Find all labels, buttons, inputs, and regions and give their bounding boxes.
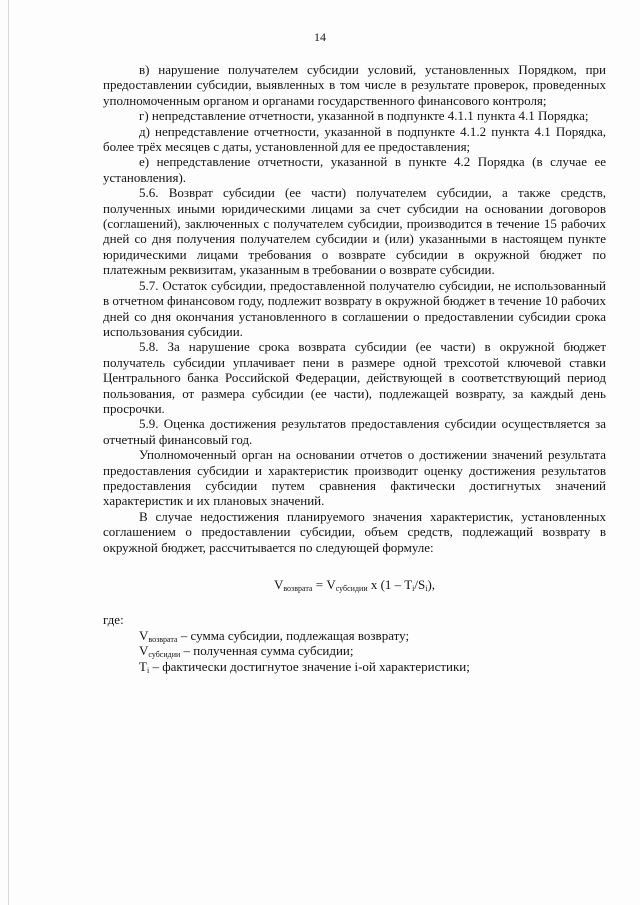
- formula-sub-i2: i: [425, 584, 428, 593]
- paragraph-d: д) непредставление отчетности, указанной в подпункте 4.1.2 пункта 4.1 Порядка, более трёх месяцев с даты, установленной для ее предоставления;: [103, 123, 606, 155]
- formula-sub-return: возврата: [283, 584, 313, 593]
- formula-rest-c: ),: [427, 577, 436, 592]
- definition-text: – фактически достигнутое значение i-ой характеристики;: [149, 658, 470, 674]
- where-label: где:: [103, 612, 124, 628]
- definition-symbol: V: [139, 643, 149, 659]
- definition-subscript: возврата: [148, 634, 178, 644]
- formula-equals: =: [312, 577, 327, 592]
- definition-subscript: i: [146, 665, 150, 675]
- definition-subscript: субсидии: [148, 650, 181, 660]
- paragraph-g: г) непредставление отчетности, указанной в подпункте 4.1.1 пункта 4.1 Порядка;: [139, 108, 589, 124]
- definition-v-return: [103, 628, 606, 643]
- paragraph-5-9: 5.9. Оценка достижения результатов предоставления субсидии осуществляется за отчетный финансовый год.: [103, 416, 606, 447]
- scan-edge-line: [8, 0, 9, 905]
- definition-symbol: V: [139, 627, 149, 643]
- paragraph-5-6: 5.6. Возврат субсидии (ее части) получателем субсидии, а также средств, полученных иными юридическими лицами за счет субсидии на основании договоров (соглашений), заключенных с получателем субсидии, производится в течение 15 рабочих дней со дня получения получателем субсидии и (или) указанными в настоящем пункте юридическими лицами требования о возврате субсидии в окружной бюджет по платежным реквизитам, указанным в требовании о возврате субсидии.: [103, 185, 606, 278]
- definition-text: – сумма субсидии, подлежащая возврату;: [177, 627, 410, 643]
- return-formula: [103, 577, 606, 592]
- paragraph-formula-intro: В случае недостижения планируемого значения характеристик, установленных соглашением о предоставлении субсидии, объем средств, подлежащий возврату в окружной бюджет, рассчитывается по следующей формуле:: [103, 508, 606, 555]
- formula-v2: V: [326, 577, 336, 592]
- formula-sub-i1: i: [412, 584, 415, 593]
- paragraph-evaluation: Уполномоченный орган на основании отчетов о достижении значений результата предоставления субсидии и характеристик производит оценку достижения результатов предоставления субсидии путем сравнения фактически достигнутых значений характеристик и их плановых значений.: [103, 447, 606, 509]
- definition-t-i: [103, 659, 606, 674]
- paragraph-5-8: 5.8. За нарушение срока возврата субсидии (ее части) в окружной бюджет получатель субсидии уплачивает пени в размере одной трехсотой ключевой ставки Центрального банка Российской Федерации, действующей в соответствующий период пользования, от размера субсидии (ее части), подлежащей возврату, за каждый день просрочки.: [103, 339, 606, 416]
- paragraph-5-7: 5.7. Остаток субсидии, предоставленной получателю субсидии, не использованный в отчетном финансовом году, подлежит возврату в окружной бюджет в течение 10 рабочих дней со дня окончания установленного в соглашении о предоставлении субсидии срока использования субсидии.: [103, 277, 606, 339]
- definition-symbol: T: [139, 658, 147, 674]
- definition-text: – полученная сумма субсидии;: [180, 643, 354, 659]
- page-number: 14: [314, 30, 326, 44]
- formula-rest-a: x (1 – T: [367, 577, 413, 592]
- paragraph-e: е) непредставление отчетности, указанной в пункте 4.2 Порядка (в случае ее установления).: [103, 154, 606, 185]
- paragraph-v: в) нарушение получателем субсидии условий, установленных Порядком, при предоставлении субсидии, выявленных в том числе в результате проверок, проведенных уполномоченным органом и органами государственного финансового контроля;: [103, 62, 606, 108]
- formula-rest-b: /S: [414, 577, 426, 592]
- definition-v-subsidy: [103, 643, 606, 658]
- formula-sub-subsidy: субсидии: [335, 584, 368, 593]
- formula-v: V: [273, 577, 284, 592]
- document-body: [103, 62, 606, 674]
